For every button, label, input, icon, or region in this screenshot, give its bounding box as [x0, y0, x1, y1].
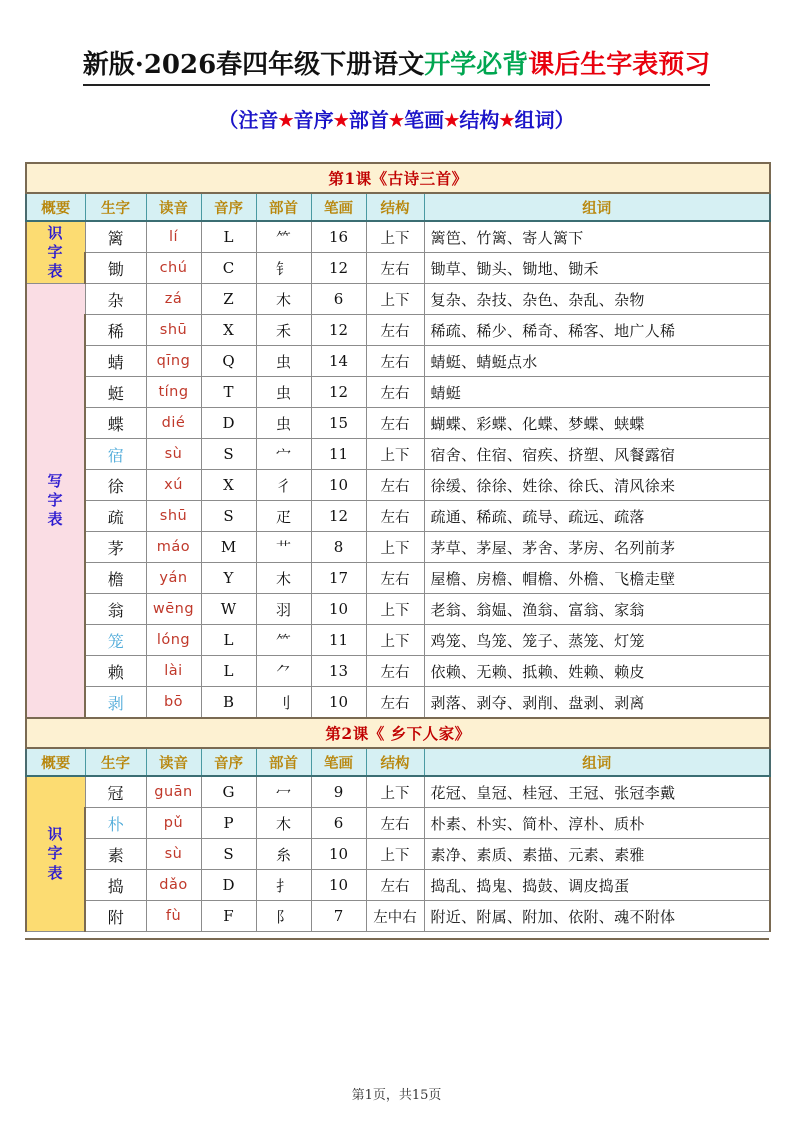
subtitle-item-0: 音序 — [293, 108, 334, 132]
cell-alpha: Y — [201, 563, 256, 594]
cell-alpha: X — [201, 315, 256, 346]
table-row — [26, 470, 770, 501]
cell-pinyin: shū — [146, 501, 201, 532]
cell-radical: 禾 — [256, 315, 311, 346]
cell-words: 老翁、翁媪、渔翁、富翁、家翁 — [424, 594, 770, 625]
cell-structure: 左右 — [366, 253, 424, 284]
cell-radical: 艹 — [256, 532, 311, 563]
cell-pinyin: sù — [146, 839, 201, 870]
table-row — [26, 377, 770, 408]
cell-words: 鸡笼、鸟笼、笼子、蒸笼、灯笼 — [424, 625, 770, 656]
title-part-red: 课后生字表预习 — [528, 50, 711, 80]
lesson-banner-title: 第1课《古诗三首》 — [26, 163, 770, 193]
title-part-black: 新版·2026春四年级下册语文 — [82, 50, 425, 80]
column-header-pinyin: 读音 — [146, 193, 201, 221]
cell-words: 花冠、皇冠、桂冠、王冠、张冠李戴 — [424, 776, 770, 808]
cell-words: 稀疏、稀少、稀奇、稀客、地广人稀 — [424, 315, 770, 346]
lesson-banner-row — [26, 163, 770, 193]
cell-alpha: Z — [201, 284, 256, 315]
table-row — [26, 408, 770, 439]
cell-character: 赖 — [85, 656, 146, 687]
cell-structure: 左右 — [366, 501, 424, 532]
cell-radical: 扌 — [256, 870, 311, 901]
column-header-alpha: 音序 — [201, 748, 256, 776]
column-header-summary: 概要 — [26, 748, 85, 776]
column-header-character: 生字 — [85, 193, 146, 221]
cell-radical: 疋 — [256, 501, 311, 532]
subtitle-item-3: 结构 — [459, 108, 500, 132]
cell-alpha: M — [201, 532, 256, 563]
cell-character: 檐 — [85, 563, 146, 594]
table-row — [26, 315, 770, 346]
cell-character: 疏 — [85, 501, 146, 532]
lesson-banner-row — [26, 718, 770, 748]
cell-structure: 上下 — [366, 839, 424, 870]
cell-alpha: G — [201, 776, 256, 808]
cell-radical: 羽 — [256, 594, 311, 625]
cell-strokes: 10 — [311, 594, 366, 625]
column-header-structure: 结构 — [366, 748, 424, 776]
cell-radical: 虫 — [256, 377, 311, 408]
cell-structure: 左右 — [366, 315, 424, 346]
cell-strokes: 8 — [311, 532, 366, 563]
column-header-character: 生字 — [85, 748, 146, 776]
cell-structure: 左右 — [366, 470, 424, 501]
table-row — [26, 839, 770, 870]
cell-words: 屋檐、房檐、帽檐、外檐、飞檐走壁 — [424, 563, 770, 594]
cell-words: 篱笆、竹篱、寄人篱下 — [424, 221, 770, 253]
cell-pinyin: qīng — [146, 346, 201, 377]
cell-strokes: 11 — [311, 625, 366, 656]
cell-radical: 冖 — [256, 776, 311, 808]
cell-strokes: 15 — [311, 408, 366, 439]
cell-words: 宿舍、住宿、宿疾、挤塑、风餐露宿 — [424, 439, 770, 470]
table-row — [26, 776, 770, 808]
cell-character: 锄 — [85, 253, 146, 284]
cell-words: 茅草、茅屋、茅舍、茅房、名列前茅 — [424, 532, 770, 563]
table-row — [26, 439, 770, 470]
cell-pinyin: sù — [146, 439, 201, 470]
table-row — [26, 870, 770, 901]
cell-structure: 左右 — [366, 687, 424, 719]
page-footer: 第1页，共15页 — [351, 1088, 442, 1103]
cell-alpha: T — [201, 377, 256, 408]
column-header-radical: 部首 — [256, 748, 311, 776]
cell-character: 稀 — [85, 315, 146, 346]
cell-alpha: S — [201, 439, 256, 470]
cell-strokes: 6 — [311, 808, 366, 839]
cell-radical: 宀 — [256, 439, 311, 470]
cell-strokes: 10 — [311, 470, 366, 501]
cell-strokes: 10 — [311, 839, 366, 870]
cell-pinyin: tíng — [146, 377, 201, 408]
cell-structure: 左右 — [366, 563, 424, 594]
star-icon: ★ — [499, 111, 515, 131]
cell-words: 依赖、无赖、抵赖、姓赖、赖皮 — [424, 656, 770, 687]
cell-strokes: 6 — [311, 284, 366, 315]
cell-strokes: 13 — [311, 656, 366, 687]
cell-character: 蜓 — [85, 377, 146, 408]
cell-radical: ⺈ — [256, 656, 311, 687]
table-row — [26, 346, 770, 377]
cell-alpha: X — [201, 470, 256, 501]
cell-words: 捣乱、捣鬼、捣鼓、调皮捣蛋 — [424, 870, 770, 901]
table-row — [26, 253, 770, 284]
cell-radical: 虫 — [256, 408, 311, 439]
star-icon: ★ — [278, 111, 294, 131]
character-table — [25, 162, 771, 932]
cell-strokes: 9 — [311, 776, 366, 808]
cell-character: 素 — [85, 839, 146, 870]
cell-structure: 左右 — [366, 346, 424, 377]
cell-pinyin: yán — [146, 563, 201, 594]
subtitle-item-4: 组词 — [514, 108, 555, 132]
cell-pinyin: guān — [146, 776, 201, 808]
cell-words: 素净、素质、素描、元素、素雅 — [424, 839, 770, 870]
column-header-strokes: 笔画 — [311, 193, 366, 221]
cell-radical: 木 — [256, 563, 311, 594]
cell-character: 宿 — [85, 439, 146, 470]
table-bottom-rule — [25, 938, 769, 940]
cell-strokes: 12 — [311, 253, 366, 284]
cell-pinyin: shū — [146, 315, 201, 346]
cell-pinyin: zá — [146, 284, 201, 315]
subtitle-item-2: 笔画 — [404, 108, 445, 132]
table-row — [26, 687, 770, 719]
table-row — [26, 532, 770, 563]
cell-words: 疏通、稀疏、疏导、疏远、疏落 — [424, 501, 770, 532]
table-row — [26, 901, 770, 932]
cell-pinyin: wēng — [146, 594, 201, 625]
cell-structure: 上下 — [366, 776, 424, 808]
cell-structure: 左中右 — [366, 901, 424, 932]
cell-radical: 彳 — [256, 470, 311, 501]
subtitle-close: ） — [554, 108, 575, 132]
cell-words: 蜻蜓 — [424, 377, 770, 408]
cell-radical: 阝 — [256, 901, 311, 932]
cell-pinyin: dié — [146, 408, 201, 439]
cell-character: 附 — [85, 901, 146, 932]
group-label-xiezi: 写 字 表 — [26, 284, 85, 719]
table-row — [26, 594, 770, 625]
column-header-summary: 概要 — [26, 193, 85, 221]
cell-pinyin: dǎo — [146, 870, 201, 901]
cell-structure: 左右 — [366, 377, 424, 408]
group-label-shizi: 识 字 表 — [26, 776, 85, 932]
cell-alpha: W — [201, 594, 256, 625]
column-header-row — [26, 748, 770, 776]
group-label-shizi: 识 字 表 — [26, 221, 85, 284]
cell-radical: 木 — [256, 808, 311, 839]
column-header-strokes: 笔画 — [311, 748, 366, 776]
cell-alpha: B — [201, 687, 256, 719]
cell-alpha: L — [201, 625, 256, 656]
cell-strokes: 10 — [311, 870, 366, 901]
lesson-banner-title: 第2课《 乡下人家》 — [26, 718, 770, 748]
cell-pinyin: fù — [146, 901, 201, 932]
table-row — [26, 808, 770, 839]
cell-pinyin: lài — [146, 656, 201, 687]
column-header-radical: 部首 — [256, 193, 311, 221]
cell-radical: ⺮ — [256, 625, 311, 656]
cell-structure: 左右 — [366, 408, 424, 439]
cell-words: 徐缓、徐徐、姓徐、徐氏、清风徐来 — [424, 470, 770, 501]
cell-character: 翁 — [85, 594, 146, 625]
star-icon: ★ — [388, 111, 405, 131]
column-header-row — [26, 193, 770, 221]
cell-words: 附近、附属、附加、依附、魂不附体 — [424, 901, 770, 932]
cell-structure: 上下 — [366, 594, 424, 625]
cell-alpha: P — [201, 808, 256, 839]
cell-character: 冠 — [85, 776, 146, 808]
cell-pinyin: lí — [146, 221, 201, 253]
cell-radical: ⺮ — [256, 221, 311, 253]
subtitle-open: （注音 — [218, 108, 279, 132]
cell-strokes: 17 — [311, 563, 366, 594]
cell-structure: 上下 — [366, 221, 424, 253]
cell-character: 笼 — [85, 625, 146, 656]
cell-character: 蜻 — [85, 346, 146, 377]
cell-character: 朴 — [85, 808, 146, 839]
cell-pinyin: máo — [146, 532, 201, 563]
cell-structure: 左右 — [366, 656, 424, 687]
table-row — [26, 656, 770, 687]
cell-alpha: L — [201, 656, 256, 687]
cell-structure: 左右 — [366, 870, 424, 901]
cell-character: 篱 — [85, 221, 146, 253]
cell-radical: 刂 — [256, 687, 311, 719]
table-row — [26, 284, 770, 315]
cell-alpha: D — [201, 408, 256, 439]
cell-character: 杂 — [85, 284, 146, 315]
cell-structure: 上下 — [366, 532, 424, 563]
column-header-alpha: 音序 — [201, 193, 256, 221]
page-subtitle — [0, 104, 793, 133]
cell-pinyin: bō — [146, 687, 201, 719]
star-icon: ★ — [333, 111, 349, 131]
cell-alpha: S — [201, 839, 256, 870]
table-row — [26, 563, 770, 594]
cell-structure: 左右 — [366, 808, 424, 839]
cell-character: 捣 — [85, 870, 146, 901]
cell-words: 复杂、杂技、杂色、杂乱、杂物 — [424, 284, 770, 315]
cell-pinyin: lóng — [146, 625, 201, 656]
subtitle-item-1: 部首 — [348, 108, 389, 132]
cell-character: 徐 — [85, 470, 146, 501]
cell-alpha: F — [201, 901, 256, 932]
cell-radical: 木 — [256, 284, 311, 315]
cell-words: 蝴蝶、彩蝶、化蝶、梦蝶、蛱蝶 — [424, 408, 770, 439]
cell-strokes: 12 — [311, 501, 366, 532]
cell-alpha: D — [201, 870, 256, 901]
table-row — [26, 221, 770, 253]
column-header-words: 组词 — [424, 193, 770, 221]
cell-words: 锄草、锄头、锄地、锄禾 — [424, 253, 770, 284]
table-row — [26, 625, 770, 656]
cell-strokes: 7 — [311, 901, 366, 932]
cell-radical: 钅 — [256, 253, 311, 284]
cell-character: 蝶 — [85, 408, 146, 439]
cell-pinyin: xú — [146, 470, 201, 501]
cell-structure: 上下 — [366, 439, 424, 470]
table-row — [26, 501, 770, 532]
cell-character: 茅 — [85, 532, 146, 563]
cell-strokes: 14 — [311, 346, 366, 377]
cell-pinyin: pǔ — [146, 808, 201, 839]
column-header-words: 组词 — [424, 748, 770, 776]
cell-strokes: 10 — [311, 687, 366, 719]
cell-strokes: 11 — [311, 439, 366, 470]
cell-strokes: 12 — [311, 377, 366, 408]
cell-words: 剥落、剥夺、剥削、盘剥、剥离 — [424, 687, 770, 719]
title-part-green: 开学必背 — [424, 50, 529, 80]
cell-strokes: 16 — [311, 221, 366, 253]
cell-words: 蜻蜓、蜻蜓点水 — [424, 346, 770, 377]
cell-structure: 上下 — [366, 625, 424, 656]
cell-alpha: C — [201, 253, 256, 284]
cell-alpha: L — [201, 221, 256, 253]
cell-character: 剥 — [85, 687, 146, 719]
column-header-structure: 结构 — [366, 193, 424, 221]
cell-radical: 虫 — [256, 346, 311, 377]
page-title — [0, 44, 793, 86]
table-body — [26, 163, 770, 932]
cell-words: 朴素、朴实、简朴、淳朴、质朴 — [424, 808, 770, 839]
column-header-pinyin: 读音 — [146, 748, 201, 776]
star-icon: ★ — [444, 111, 460, 131]
cell-alpha: Q — [201, 346, 256, 377]
cell-strokes: 12 — [311, 315, 366, 346]
cell-structure: 上下 — [366, 284, 424, 315]
cell-radical: 糸 — [256, 839, 311, 870]
cell-alpha: S — [201, 501, 256, 532]
cell-pinyin: chú — [146, 253, 201, 284]
